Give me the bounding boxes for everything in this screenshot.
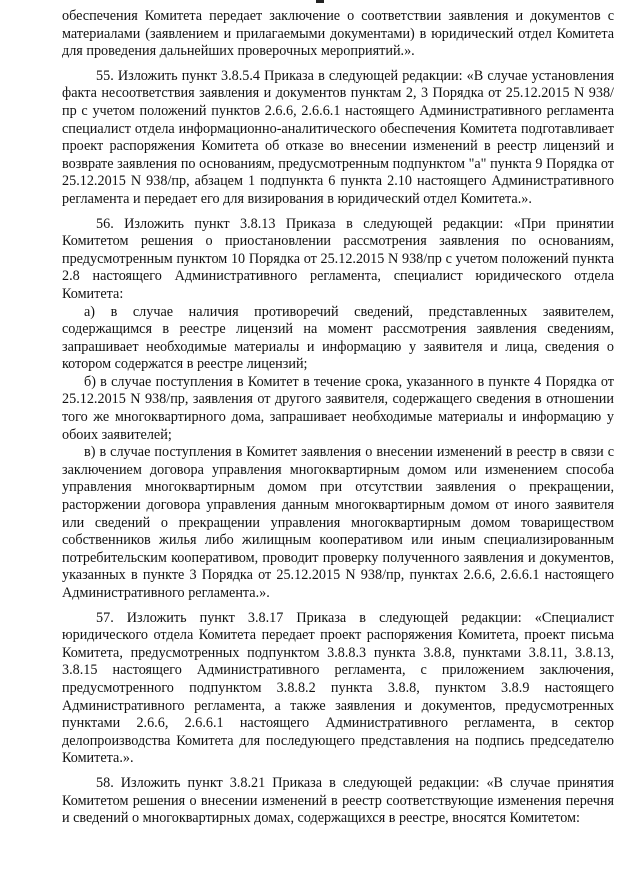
subparagraph-v: в) в случае поступления в Комитет заявления о внесении изменений в реестр в связи с заключением договора управления многоквартирным домом или изменением способа управления многоквартирным домом при отсутствии заявления о прекращении, расторжении договора управления данным многоквартирным домом от иного заявителя или сведений о прекращении управления многоквартирным домом товариществом собственников жилья либо жилищным кооперативом или иным специализированным потребительским кооперативом, проводит проверку полученного заявления и документов, указанных в пункте 3 Порядка от 25.12.2015 N 938/пр, пунктах 2.6.6, 2.6.6.1 настоящего Административного регламента.». <box>62 444 614 601</box>
paragraph-item-58: 58. Изложить пункт 3.8.21 Приказа в следующей редакции: «В случае принятия Комитетом решения о внесении изменений в реестр соответствующие изменения перечня и сведений о многоквартирных домах, содержащихся в реестре, вносятся Комитетом: <box>62 774 614 827</box>
subparagraph-a: а) в случае наличия противоречий сведений, представленных заявителем, содержащимся в реестре лицензий на момент рассмотрения заявления сведениям, запрашивает необходимые материалы и информацию у заявителя и лица, сведения о котором содержатся в реестре лицензий; <box>62 303 614 373</box>
document-body <box>62 8 614 828</box>
paragraph-item-57: 57. Изложить пункт 3.8.17 Приказа в следующей редакции: «Специалист юридического отдела Комитета передает проект распоряжения Комитета, проект письма Комитета, предусмотренных подпунктом 3.8.8.3 пункта 3.8.8, пунктами 3.8.11, 3.8.13, 3.8.15 настоящего Административного регламента, с приложением заключения, предусмотренного подпунктом 3.8.8.2 пункта 3.8.8, пунктом 3.8.9 настоящего Административного регламента, а также заявления и документов, предусмотренных пунктами 2.6.6, 2.6.6.1 настоящего Административного регламента, в сектор делопроизводства Комитета для последующего представления на подпись председателю Комитета.». <box>62 609 614 767</box>
scan-mark <box>316 0 324 3</box>
paragraph-item-55: 55. Изложить пункт 3.8.5.4 Приказа в следующей редакции: «В случае установления факта несоответствия заявления и документов пунктам 2, 3 Порядка от 25.12.2015 N 938/пр с учетом положений пунктов 2.6.6, 2.6.6.1 настоящего Административного регламента специалист отдела информационно-аналитического обеспечения Комитета подготавливает проект распоряжения Комитета об отказе во внесении изменений в реестр лицензий и возврате заявления по основаниям, предусмотренным подпунктом "а" пункта 9 Порядка от 25.12.2015 N 938/пр, абзацем 1 подпункта 6 пункта 2.10 настоящего Административного регламента и передает его для визирования в юридический отдел Комитета.». <box>62 67 614 207</box>
paragraph-continuation: обеспечения Комитета передает заключение о соответствии заявления и документов с материалами (заявлением и прилагаемыми документами) в юридический отдел Комитета для проведения дальнейших проверочных мероприятий.». <box>62 8 614 60</box>
paragraph-item-56: 56. Изложить пункт 3.8.13 Приказа в следующей редакции: «При принятии Комитетом решения о приостановлении рассмотрения заявления по основаниям, предусмотренным пунктом 10 Порядка от 25.12.2015 N 938/пр с учетом положений пункта 2.8 настоящего Административного регламента, специалист юридического отдела Комитета: <box>62 215 614 302</box>
subparagraph-b: б) в случае поступления в Комитет в течение срока, указанного в пункте 4 Порядка от 25.12.2015 N 938/пр, заявления от другого заявителя, содержащего сведения в отношении того же многоквартирного дома, запрашивает необходимые материалы и информацию у обоих заявителей; <box>62 373 614 443</box>
